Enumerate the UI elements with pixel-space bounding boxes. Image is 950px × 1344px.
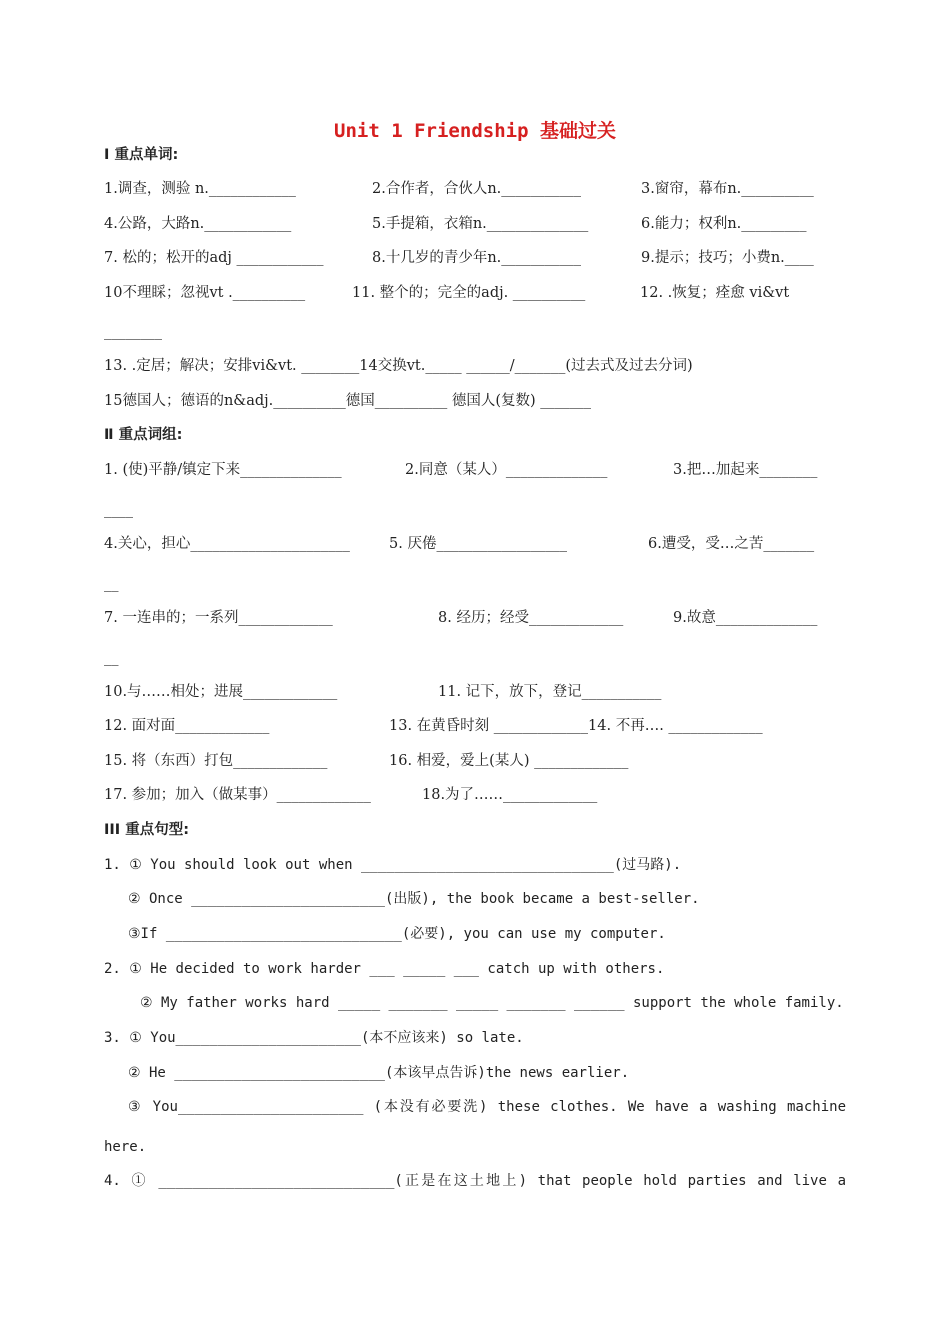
phrase-item: 13. 在黄昏时刻 _____________14. 不再…. _____________ <box>389 718 763 734</box>
phrase-item: 17. 参加；加入（做某事）_____________ <box>104 787 371 803</box>
phrase-item: 9.故意______________ <box>673 610 818 626</box>
phrase-item: 12. 面对面_____________ <box>104 718 270 734</box>
sentence-line: 2. ① He decided to work harder ___ _____ ___ catch up with others. <box>104 961 665 977</box>
section-heading-phrases: Ⅱ 重点词组: <box>104 427 183 443</box>
phrase-item: 7. 一连串的；一系列_____________ <box>104 610 333 626</box>
phrase-item: 18.为了……_____________ <box>422 787 598 803</box>
word-item: 7. 松的；松开的adj ____________ <box>104 250 324 266</box>
phrase-item: __ <box>104 576 119 592</box>
sentence-line: 3. ① You______________________(本不应该来) so late. <box>104 1030 524 1046</box>
phrase-item: 1. (使)平静/镇定下来______________ <box>104 462 342 478</box>
phrase-item: 5. 厌倦__________________ <box>389 536 567 552</box>
word-item: 5.手提箱，衣箱n.______________ <box>372 216 589 232</box>
phrase-item: 11. 记下，放下，登记___________ <box>438 684 662 700</box>
section-heading-words: Ⅰ 重点单词: <box>104 147 179 163</box>
word-item: 1.调查，测验 n.____________ <box>104 181 296 197</box>
word-item: 15德国人；德语的n&adj.__________德国__________ 德国人(复数) _______ <box>104 393 592 409</box>
word-item: 12. .恢复；痊愈 vi&vt <box>640 285 790 301</box>
phrase-item: 15. 将（东西）打包_____________ <box>104 753 328 769</box>
phrase-item: 4.关心，担心______________________ <box>104 536 350 552</box>
sentence-line: ② Once _______________________(出版), the book became a best-seller. <box>128 891 700 907</box>
phrase-item: 3.把…加起来________ <box>673 462 818 478</box>
word-item: 8.十几岁的青少年n.___________ <box>372 250 582 266</box>
phrase-item: 8. 经历；经受_____________ <box>438 610 624 626</box>
sentence-line: ③If ____________________________(必要), you can use my computer. <box>128 926 666 942</box>
word-item: 13. .定居；解决；安排vi&vt. ________14交换vt._____ ______/_______(过去式及过去分词) <box>104 358 693 374</box>
word-item: 3.窗帘，幕布n.__________ <box>641 181 814 197</box>
phrase-item: ____ <box>104 502 133 518</box>
phrase-item: 2.同意（某人）______________ <box>405 462 608 478</box>
sentence-line-continued: here. <box>104 1139 147 1155</box>
word-item: 11. 整个的；完全的adj. __________ <box>352 285 586 301</box>
sentence-line: 1. ① You should look out when ______________________________(过马路). <box>104 857 682 873</box>
sentence-line: ③ You______________________ (本没有必要洗) these clothes. We have a washing machine <box>128 1099 846 1115</box>
phrase-item: 6.遭受，受…之苦_______ <box>648 536 815 552</box>
word-item: 2.合作者，合伙人n.___________ <box>372 181 582 197</box>
sentence-line: ② He _________________________(本该早点告诉)the news earlier. <box>128 1065 630 1081</box>
word-item: 9.提示；技巧；小费n.____ <box>641 250 814 266</box>
sentence-line: ② My father works hard _____ _______ _____ _______ ______ support the whole family. <box>140 995 844 1011</box>
word-item: 6.能力；权利n._________ <box>641 216 807 232</box>
word-item: 4.公路，大路n.____________ <box>104 216 292 232</box>
phrase-item: __ <box>104 650 119 666</box>
section-heading-sentences: III 重点句型: <box>104 822 190 838</box>
phrase-item: 10.与……相处；进展_____________ <box>104 684 338 700</box>
word-item: ________ <box>104 324 162 340</box>
sentence-line: 4. ① ____________________________(正是在这土地上) that people hold parties and live a <box>104 1173 846 1189</box>
phrase-item: 16. 相爱，爱上(某人) _____________ <box>389 753 629 769</box>
page-title: Unit 1 Friendship 基础过关 <box>334 120 616 142</box>
word-item: 10不理睬；忽视vt .__________ <box>104 285 306 301</box>
